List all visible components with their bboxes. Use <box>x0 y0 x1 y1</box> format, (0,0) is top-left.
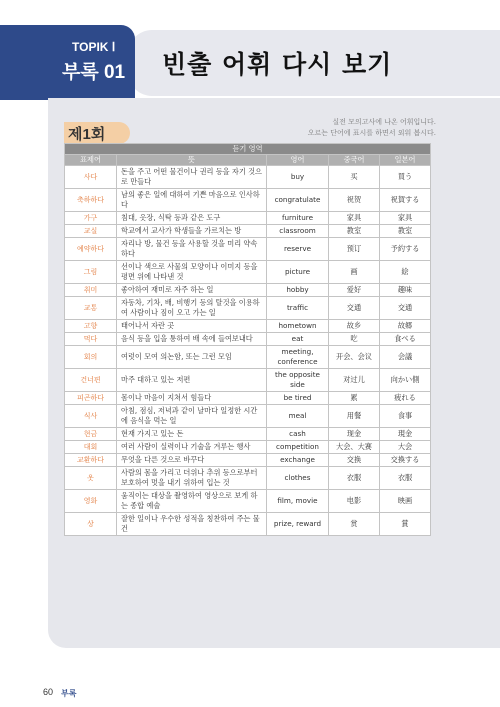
entry-english: film, movie <box>267 490 329 513</box>
column-header-row <box>65 155 431 166</box>
entry-japanese: 買う <box>380 166 431 189</box>
note-line-1: 실전 모의고사에 나온 어휘입니다. <box>332 118 436 126</box>
entry-chinese: 交通 <box>329 297 380 320</box>
entry-word: 피곤하다 <box>65 392 117 405</box>
entry-meaning: 침대, 옷장, 식탁 등과 같은 도구 <box>117 212 267 225</box>
entry-word: 그림 <box>65 261 117 284</box>
entry-word: 고향 <box>65 320 117 333</box>
entry-chinese: 家具 <box>329 212 380 225</box>
table-row <box>65 212 431 225</box>
entry-japanese: 向かい側 <box>380 369 431 392</box>
page-footer-label: 부록 <box>61 689 77 698</box>
series-label: TOPIK Ⅰ <box>72 40 116 54</box>
entry-english: prize, reward <box>267 513 329 536</box>
entry-meaning: 태어나서 자란 곳 <box>117 320 267 333</box>
entry-word: 회의 <box>65 346 117 369</box>
column-header-meaning: 뜻 <box>117 155 267 166</box>
entry-meaning: 사람의 몸을 가리고 더위나 추위 등으로부터 보호하여 멋을 내기 위하여 입는 것 <box>117 467 267 490</box>
note-line-2: 오르는 단어에 표시를 하면서 외워 봅시다. <box>307 129 436 137</box>
entry-english: the opposite side <box>267 369 329 392</box>
vocabulary-table-wrap <box>64 143 430 536</box>
entry-meaning: 음식 등을 입을 통하여 배 속에 들여보내다 <box>117 333 267 346</box>
table-row <box>65 166 431 189</box>
entry-word: 옷 <box>65 467 117 490</box>
entry-english: cash <box>267 428 329 441</box>
entry-meaning: 선이나 색으로 사물의 모양이나 이미지 등을 평면 위에 나타낸 것 <box>117 261 267 284</box>
entry-chinese: 爱好 <box>329 284 380 297</box>
entry-word: 사다 <box>65 166 117 189</box>
entry-english: congratulate <box>267 189 329 212</box>
entry-english: exchange <box>267 454 329 467</box>
entry-japanese: 交換する <box>380 454 431 467</box>
entry-chinese: 祝贺 <box>329 189 380 212</box>
entry-chinese: 买 <box>329 166 380 189</box>
entry-word: 현금 <box>65 428 117 441</box>
entry-chinese: 预订 <box>329 238 380 261</box>
entry-chinese: 开会、会议 <box>329 346 380 369</box>
entry-chinese: 大会、大赛 <box>329 441 380 454</box>
entry-word: 예약하다 <box>65 238 117 261</box>
column-header-japanese: 일본어 <box>380 155 431 166</box>
table-row <box>65 189 431 212</box>
entry-english: meeting, conference <box>267 346 329 369</box>
entry-meaning: 잘한 일이나 우수한 성적을 칭찬하여 주는 물건 <box>117 513 267 536</box>
entry-english: hobby <box>267 284 329 297</box>
table-row <box>65 261 431 284</box>
table-row <box>65 333 431 346</box>
entry-chinese: 现金 <box>329 428 380 441</box>
entry-japanese: 食べる <box>380 333 431 346</box>
entry-japanese: 教室 <box>380 225 431 238</box>
entry-word: 식사 <box>65 405 117 428</box>
table-row <box>65 490 431 513</box>
table-row <box>65 238 431 261</box>
entry-chinese: 用餐 <box>329 405 380 428</box>
entry-english: furniture <box>267 212 329 225</box>
entry-english: hometown <box>267 320 329 333</box>
entry-english: picture <box>267 261 329 284</box>
entry-japanese: 食事 <box>380 405 431 428</box>
entry-word: 취미 <box>65 284 117 297</box>
entry-chinese: 对过儿 <box>329 369 380 392</box>
entry-english: traffic <box>267 297 329 320</box>
entry-meaning: 움직이는 대상을 촬영하여 영상으로 보게 하는 종합 예술 <box>117 490 267 513</box>
entry-meaning: 자리나 방, 물건 등을 사용할 것을 미리 약속하다 <box>117 238 267 261</box>
entry-chinese: 画 <box>329 261 380 284</box>
vocabulary-table-body <box>65 166 431 536</box>
table-row <box>65 428 431 441</box>
entry-meaning: 마주 대하고 있는 저편 <box>117 369 267 392</box>
table-row <box>65 284 431 297</box>
entry-word: 가구 <box>65 212 117 225</box>
entry-chinese: 衣服 <box>329 467 380 490</box>
entry-meaning: 학교에서 교사가 학생들을 가르치는 방 <box>117 225 267 238</box>
page-number: 60 <box>43 687 54 697</box>
entry-word: 영화 <box>65 490 117 513</box>
entry-english: be tired <box>267 392 329 405</box>
entry-chinese: 赏 <box>329 513 380 536</box>
entry-word: 교통 <box>65 297 117 320</box>
entry-japanese: 祝賀する <box>380 189 431 212</box>
entry-japanese: 現金 <box>380 428 431 441</box>
instruction-note <box>308 117 436 139</box>
table-row <box>65 297 431 320</box>
entry-meaning: 아침, 점심, 저녁과 같이 날마다 일정한 시간에 음식을 먹는 일 <box>117 405 267 428</box>
entry-chinese: 教室 <box>329 225 380 238</box>
column-header-english: 영어 <box>267 155 329 166</box>
entry-word: 대회 <box>65 441 117 454</box>
table-row <box>65 225 431 238</box>
table-row <box>65 467 431 490</box>
round-label: 제1회 <box>68 126 106 143</box>
column-header-word: 표제어 <box>65 155 117 166</box>
entry-meaning: 여럿이 모여 의논함, 또는 그런 모임 <box>117 346 267 369</box>
table-row <box>65 346 431 369</box>
entry-chinese: 累 <box>329 392 380 405</box>
entry-japanese: 衣服 <box>380 467 431 490</box>
entry-word: 상 <box>65 513 117 536</box>
entry-meaning: 여러 사람이 실력이나 기술을 겨루는 행사 <box>117 441 267 454</box>
entry-english: competition <box>267 441 329 454</box>
entry-word: 건너편 <box>65 369 117 392</box>
entry-english: reserve <box>267 238 329 261</box>
table-row <box>65 441 431 454</box>
entry-word: 교환하다 <box>65 454 117 467</box>
entry-chinese: 电影 <box>329 490 380 513</box>
entry-meaning: 몸이나 마음이 지쳐서 힘들다 <box>117 392 267 405</box>
entry-meaning: 돈을 주고 어떤 물건이나 권리 등을 자기 것으로 만들다 <box>117 166 267 189</box>
entry-english: eat <box>267 333 329 346</box>
column-header-chinese: 중국어 <box>329 155 380 166</box>
entry-chinese: 故乡 <box>329 320 380 333</box>
table-row <box>65 392 431 405</box>
page-header <box>0 0 500 100</box>
table-row <box>65 369 431 392</box>
entry-word: 교실 <box>65 225 117 238</box>
entry-english: buy <box>267 166 329 189</box>
entry-meaning: 현재 가지고 있는 돈 <box>117 428 267 441</box>
entry-meaning: 남의 좋은 일에 대하여 기쁜 마음으로 인사하다 <box>117 189 267 212</box>
vocabulary-table <box>64 143 431 536</box>
entry-english: meal <box>267 405 329 428</box>
entry-chinese: 交换 <box>329 454 380 467</box>
entry-japanese: 予約する <box>380 238 431 261</box>
entry-japanese: 会議 <box>380 346 431 369</box>
page-title: 빈출 어휘 다시 보기 <box>162 50 393 79</box>
entry-japanese: 交通 <box>380 297 431 320</box>
entry-japanese: 家具 <box>380 212 431 225</box>
entry-meaning: 무엇을 다른 것으로 바꾸다 <box>117 454 267 467</box>
entry-chinese: 吃 <box>329 333 380 346</box>
entry-japanese: 趣味 <box>380 284 431 297</box>
entry-english: classroom <box>267 225 329 238</box>
appendix-label: 부록 01 <box>62 62 126 83</box>
section-title: 듣기 영역 <box>65 144 431 155</box>
table-row <box>65 405 431 428</box>
entry-japanese: 疲れる <box>380 392 431 405</box>
entry-japanese: 賞 <box>380 513 431 536</box>
section-header-row <box>65 144 431 155</box>
entry-meaning: 자동차, 기차, 배, 비행기 등의 탈것을 이용하여 사람이나 짐이 오고 가는 일 <box>117 297 267 320</box>
entry-english: clothes <box>267 467 329 490</box>
table-row <box>65 320 431 333</box>
entry-word: 먹다 <box>65 333 117 346</box>
entry-word: 축하하다 <box>65 189 117 212</box>
entry-japanese: 大会 <box>380 441 431 454</box>
entry-japanese: 映画 <box>380 490 431 513</box>
entry-japanese: 絵 <box>380 261 431 284</box>
table-row <box>65 513 431 536</box>
entry-japanese: 故郷 <box>380 320 431 333</box>
table-row <box>65 454 431 467</box>
entry-meaning: 좋아하여 재미로 자주 하는 일 <box>117 284 267 297</box>
